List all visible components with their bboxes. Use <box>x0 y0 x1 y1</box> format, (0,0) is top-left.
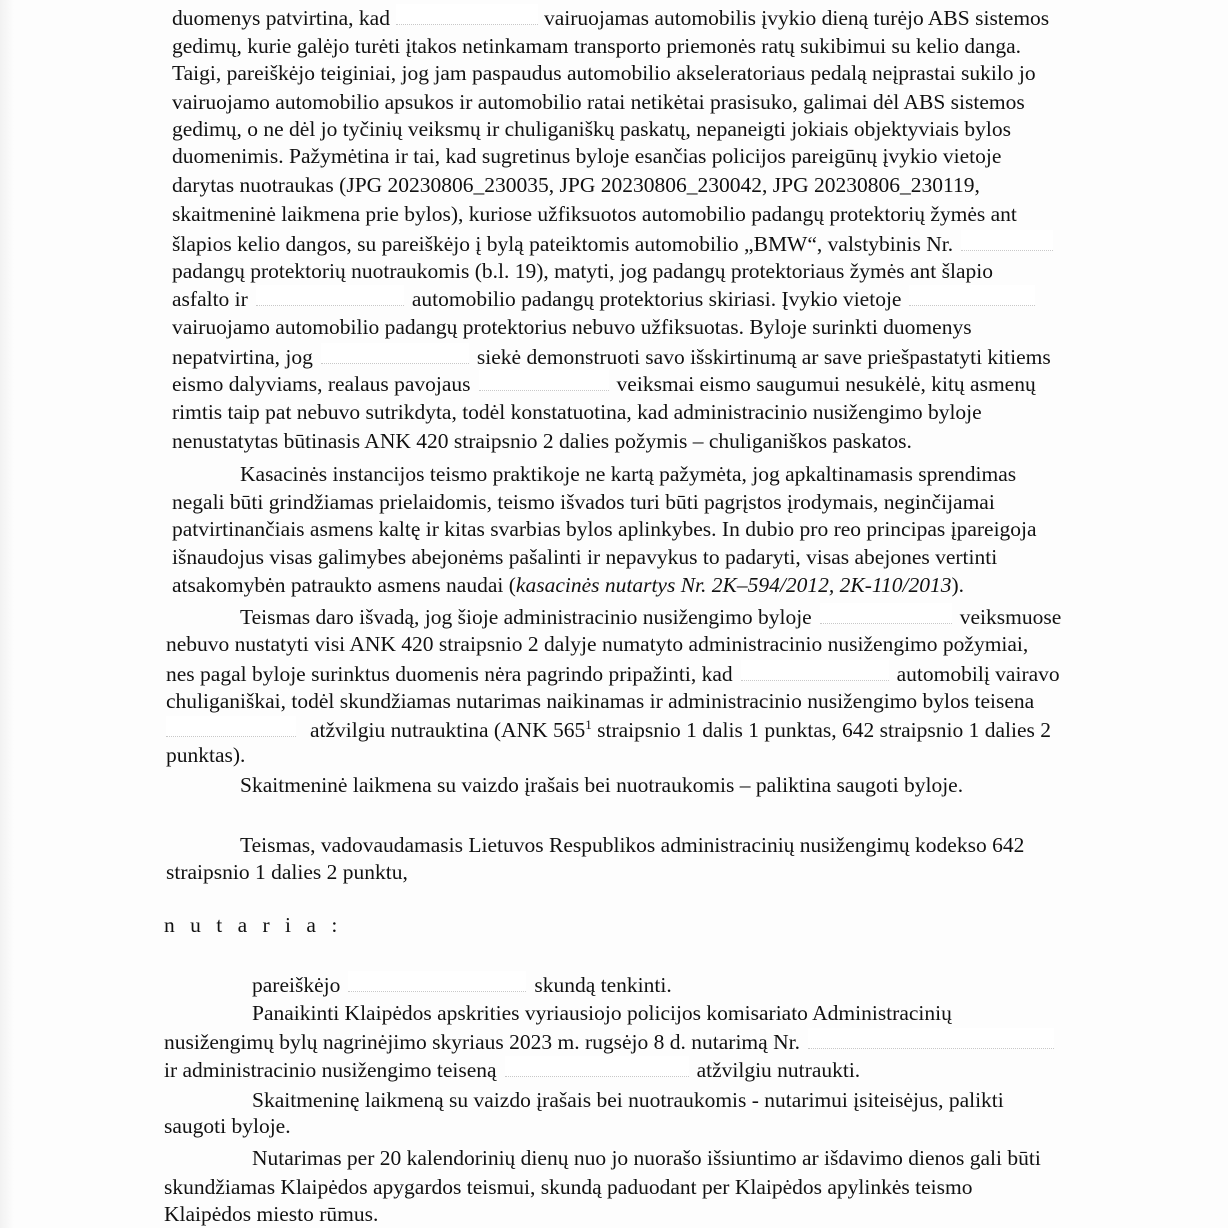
scan-edge <box>0 0 14 1228</box>
text-line <box>172 285 1160 312</box>
text-line <box>252 1145 1160 1171</box>
text-line <box>164 1174 1160 1200</box>
text-segment: gedimų, o ne dėl jo tyčinių veiksmų ir chuliganiškų paskatų, nepaneigti jokiais objektyviais bylos <box>172 117 1011 141</box>
text-line <box>164 1201 1160 1227</box>
text-segment: automobilio padangų protektorius skiriasi. Įvykio vietoje <box>411 287 902 311</box>
text-segment: vairuojamo automobilio apsukos ir automobilio ratai netikėtai prasisuko, galimai dėl ABS sistemos <box>172 90 1025 114</box>
text-line <box>172 33 1160 59</box>
redaction <box>909 285 1035 306</box>
text-segment: duomenimis. Pažymėtina ir tai, kad sugretinus byloje esančias policijos pareigūnų įvykio vietoje <box>172 144 1002 168</box>
text-segment: eismo dalyviams, realaus pavojaus <box>172 372 471 396</box>
text-segment: pareiškėjo <box>252 973 341 997</box>
text-segment: atžvilgiu nutraukti. <box>696 1058 861 1082</box>
text-segment: skaitmeninė laikmena prie bylos), kuriose užfiksuotos automobilio padangų protektorių žymės ant <box>172 202 1017 226</box>
text-segment: darytas nuotraukas (JPG 20230806_230035, JPG 20230806_230042, JPG 20230806_230119, <box>172 173 980 197</box>
text-line <box>172 343 1160 370</box>
text-segment: gedimų, kurie galėjo turėti įtakos netinkamam transporto priemonės ratų sukibimui su kelio danga. <box>172 34 1022 58</box>
text-line <box>252 1087 1160 1113</box>
text-segment: negali būti grindžiamas prielaidomis, teismo išvados turi būti pagrįstos įrodymais, neginčijamai <box>172 490 995 514</box>
text-line <box>240 461 1160 487</box>
text-segment: Skaitmeninė laikmena su vaizdo įrašais bei nuotraukomis – paliktina saugoti byloje. <box>240 773 964 797</box>
resolution-heading <box>164 912 342 938</box>
text-segment: nusižengimų bylų nagrinėjimo skyriaus 2023 m. rugsėjo 8 d. nutarimą Nr. <box>164 1030 800 1054</box>
text-segment: Skaitmeninę laikmeną su vaizdo įrašais bei nuotraukomis - nutarimui įsiteisėjus, palikti <box>252 1088 1004 1112</box>
redaction <box>741 660 889 681</box>
redaction <box>961 230 1053 251</box>
text-line <box>166 859 1160 885</box>
text-segment: Panaikinti Klaipėdos apskrities vyriausiojo policijos komisariato Administracinių <box>252 1001 952 1025</box>
text-segment: veiksmai eismo saugumui nesukėlė, kitų asmenų <box>616 372 1036 396</box>
text-line <box>164 1028 1160 1055</box>
text-line <box>172 172 1160 198</box>
text-segment: Kasacinės instancijos teismo praktikoje ne kartą pažymėta, jog apkaltinamasis sprendimas <box>240 462 1017 486</box>
text-segment: punktas). <box>166 743 246 767</box>
text-segment: asfalto ir <box>172 287 248 311</box>
text-segment: Klaipėdos miesto rūmus. <box>164 1202 379 1226</box>
text-segment: šlapios kelio dangos, su pareiškėjo į bylą pateiktomis automobilio „BMW“, valstybinis Nr. <box>172 232 954 256</box>
text-line <box>166 660 1160 687</box>
text-segment: nes pagal byloje surinktus duomenis nėra pagrindo pripažinti, kad <box>166 662 733 686</box>
text-segment: nepatvirtina, jog <box>172 345 313 369</box>
text-segment: nenustatytas būtinasis ANK 420 straipsnio 2 dalies požymis – chuliganiškos paskatos. <box>172 429 912 453</box>
redaction <box>808 1028 1054 1049</box>
case-reference: kasacinės nutartys Nr. 2K–594/2012, 2K-110/2013 <box>515 573 952 597</box>
text-line <box>252 1000 1160 1026</box>
text-segment: skundžiamas Klaipėdos apygardos teismui, skundą paduodant per Klaipėdos apylinkės teismo <box>164 1175 973 1199</box>
text-segment: duomenys patvirtina, kad <box>172 6 390 30</box>
text-line <box>240 832 1160 858</box>
redaction <box>505 1056 689 1077</box>
text-segment: straipsnio 1 dalis 1 punktas, 642 straipsnio 1 dalies 2 <box>591 718 1051 742</box>
text-segment: Teismas daro išvadą, jog šioje administracinio nusižengimo byloje <box>240 605 812 629</box>
text-segment: Nutarimas per 20 kalendorinių dienų nuo jo nuorašo išsiuntimo ar išdavimo dienos gali būti <box>252 1146 1041 1170</box>
redaction <box>479 370 609 391</box>
text-segment: išnaudojus visas galimybes abejonėms pašalinti ir nepavykus to padaryti, visas abejones vertinti <box>172 545 998 569</box>
redaction <box>321 343 469 364</box>
text-line <box>172 116 1160 142</box>
redaction <box>348 971 526 992</box>
text-line <box>166 631 1160 657</box>
text-segment: ir administracinio nusižengimo teiseną <box>164 1058 497 1082</box>
text-segment: ). <box>951 573 965 597</box>
text-line <box>172 201 1160 227</box>
redaction <box>166 716 296 737</box>
text-segment: patvirtinančiais asmens kaltę ir kitas svarbias bylos aplinkybes. In dubio pro reo principas įpareigoja <box>172 517 1037 541</box>
text-line <box>172 399 1160 425</box>
text-line <box>172 314 1160 340</box>
text-segment <box>310 717 1051 743</box>
text-line <box>172 258 1160 284</box>
text-segment: veiksmuose <box>959 605 1062 629</box>
text-line <box>240 603 1160 630</box>
text-line <box>172 60 1160 86</box>
text-segment: atžvilgiu nutrauktina (ANK 565 <box>310 718 586 742</box>
text-line <box>166 716 1160 743</box>
text-line <box>172 428 1160 454</box>
text-segment: rimtis taip pat nebuvo sutrikdyta, todėl konstatuotina, kad administracinio nusižengimo byloje <box>172 400 982 424</box>
redaction <box>820 603 952 624</box>
text-segment: padangų protektorių nuotraukomis (b.l. 19), matyti, jog padangų protektoriaus žymės ant šlapio <box>172 259 994 283</box>
text-segment: automobilį vairavo <box>896 662 1060 686</box>
text-line <box>172 544 1160 570</box>
redaction <box>256 285 404 306</box>
superscript: 1 <box>585 716 592 732</box>
heading-text: n u t a r i a : <box>164 913 343 937</box>
text-segment: chuliganiškai, todėl skundžiamas nutarimas naikinamas ir administracinio nusižengimo bylos teisena <box>166 689 1035 713</box>
text-segment: saugoti byloje. <box>164 1114 291 1138</box>
text-segment: vairuojamas automobilis įvykio dieną turėjo ABS sistemos <box>543 6 1050 30</box>
text-segment: Taigi, pareiškėjo teiginiai, jog jam paspaudus automobilio akseleratoriaus pedalą neįprastai sukilo jo <box>172 61 1036 85</box>
text-line <box>166 688 1160 714</box>
text-line <box>166 742 1160 768</box>
text-segment: skundą tenkinti. <box>534 973 672 997</box>
text-line <box>172 489 1160 515</box>
text-segment: siekė demonstruoti savo išskirtinumą ar save priešpastatyti kitiems <box>476 345 1051 369</box>
text-segment: vairuojamo automobilio padangų protektorius nebuvo užfiksuotas. Byloje surinkti duomenys <box>172 315 972 339</box>
text-line <box>172 143 1160 169</box>
text-segment: Teismas, vadovaudamasis Lietuvos Respublikos administracinių nusižengimų kodekso 642 <box>240 833 1025 857</box>
text-line <box>164 1113 1160 1139</box>
text-line <box>172 370 1160 397</box>
text-line <box>172 230 1160 257</box>
text-line <box>240 772 1160 798</box>
text-segment: straipsnio 1 dalies 2 punktu, <box>166 860 408 884</box>
text-line <box>172 572 1160 598</box>
text-line <box>172 4 1160 31</box>
text-segment: atsakomybėn patraukto asmens naudai ( <box>172 573 516 597</box>
text-segment: nebuvo nustatyti visi ANK 420 straipsnio 2 dalyje numatyto administracinio nusižengimo požymiai, <box>166 632 1029 656</box>
text-line <box>252 971 1160 998</box>
text-line <box>172 89 1160 115</box>
text-line <box>164 1056 1160 1083</box>
text-line <box>172 516 1160 542</box>
redaction <box>396 4 538 25</box>
